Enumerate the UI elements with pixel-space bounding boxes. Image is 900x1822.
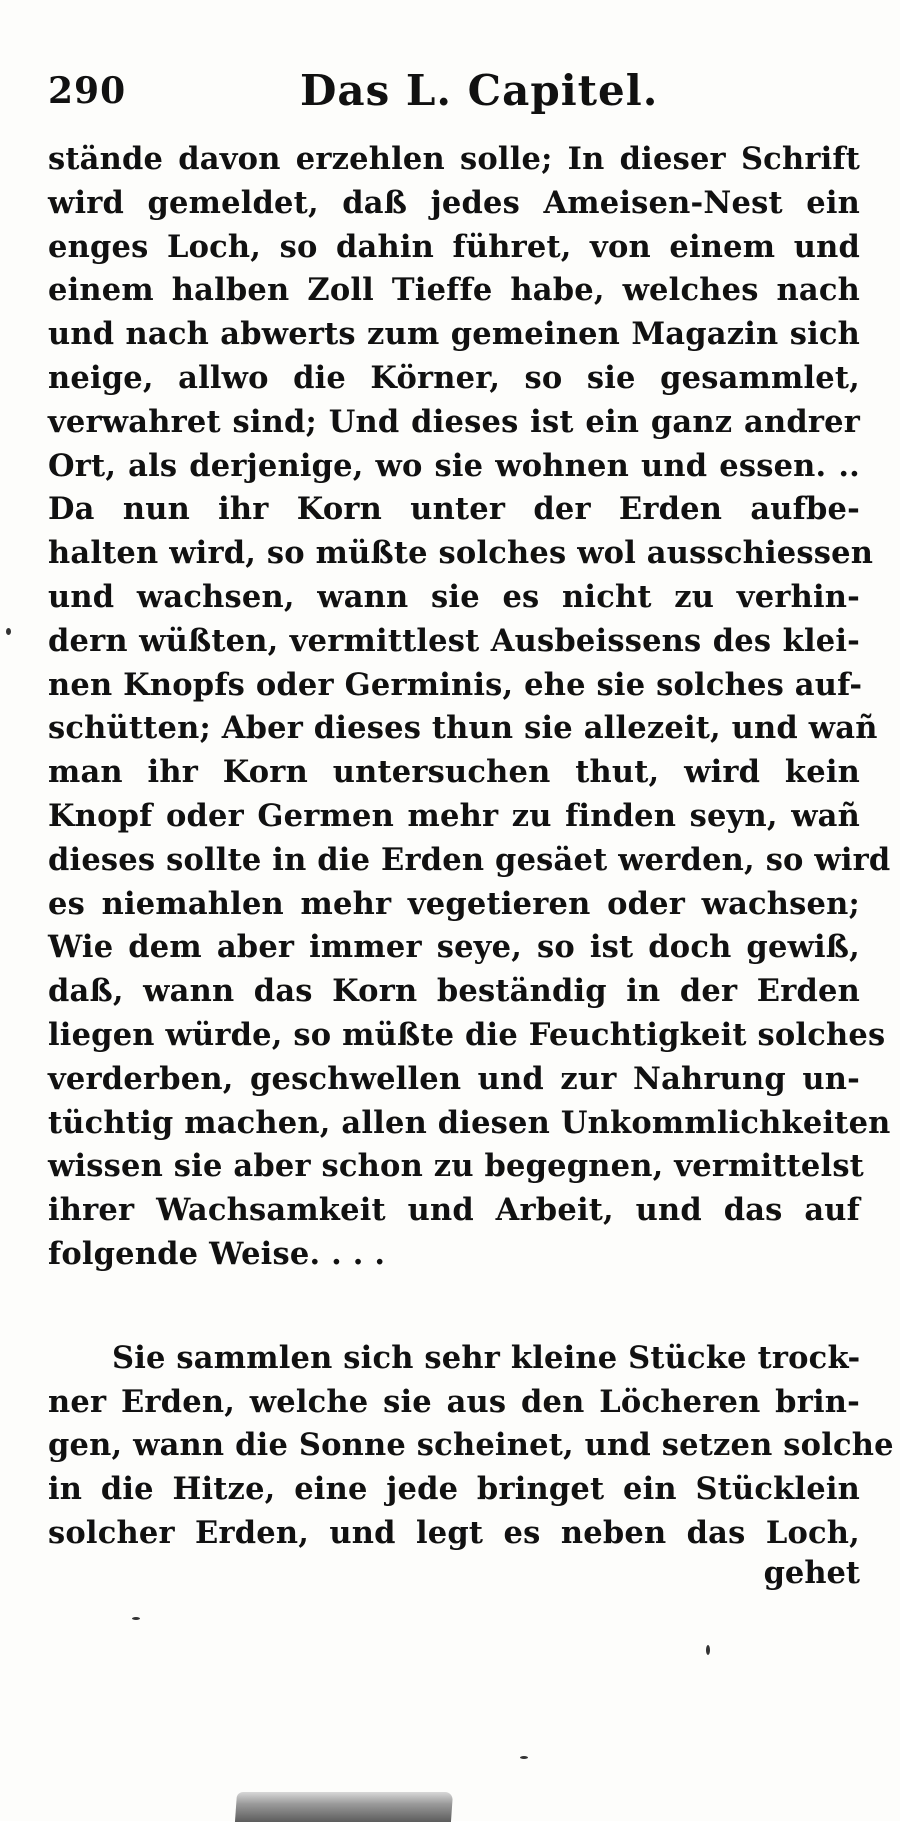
text-line: Wie dem aber immer seye, so ist doch gewiß, <box>48 929 860 966</box>
text-line: solcher Erden, und legt es neben das Loch, <box>48 1514 860 1551</box>
paragraph-gap <box>48 1277 860 1337</box>
ink-speck <box>6 628 11 635</box>
text-line: nen Knopfs oder Germinis, ehe sie solches auf- <box>48 666 863 703</box>
text-line: ihrer Wachsamkeit und Arbeit, und das auf <box>48 1192 860 1229</box>
text-line: man ihr Korn untersuchen thut, wird kein <box>48 754 860 791</box>
ink-speck <box>520 1756 528 1759</box>
body-text <box>48 138 894 1556</box>
running-head: Das L. Capitel. <box>300 66 659 115</box>
text-line: enges Loch, so dahin führet, von einem und <box>48 228 860 265</box>
text-line: es niemahlen mehr vegetieren oder wachsen; <box>48 885 860 922</box>
text-line: dern wüßten, vermittlest Ausbeissens des klei- <box>48 622 860 659</box>
text-line: daß, wann das Korn beständig in der Erden <box>48 973 860 1010</box>
text-line: verwahret sind; Und dieses ist ein ganz andrer <box>48 403 860 440</box>
text-line: und nach abwerts zum gemeinen Magazin sich <box>48 316 860 353</box>
text-line: einem halben Zoll Tieffe habe, welches nach <box>48 272 860 309</box>
text-line: Da nun ihr Korn unter der Erden aufbe- <box>48 491 860 528</box>
text-line: liegen würde, so müßte die Feuchtigkeit solches <box>48 1016 886 1053</box>
text-line: und wachsen, wann sie es nicht zu verhin- <box>48 578 860 615</box>
text-line: schütten; Aber dieses thun sie allezeit, und wañ <box>48 710 878 747</box>
text-line: ner Erden, welche sie aus den Löcheren brin- <box>48 1383 860 1420</box>
paragraph-2 <box>48 1337 894 1556</box>
catchword: gehet <box>763 1555 860 1591</box>
page-number: 290 <box>48 70 127 112</box>
text-line: neige, allwo die Körner, so sie gesammlet, <box>48 359 860 396</box>
text-line: verderben, geschwellen und zur Nahrung un- <box>48 1060 860 1097</box>
page-header <box>48 62 858 122</box>
text-line: in die Hitze, eine jede bringet ein Stücklein <box>48 1471 860 1508</box>
text-line: stände davon erzehlen solle; In dieser Schrift <box>48 141 860 177</box>
text-line: Knopf oder Germen mehr zu finden seyn, wañ <box>48 797 860 834</box>
text-line: tüchtig machen, allen diesen Unkommlichkeiten <box>48 1104 891 1141</box>
paragraph-1 <box>48 138 891 1277</box>
text-line: Ort, als derjenige, wo sie wohnen und essen. .. <box>48 447 860 484</box>
ink-speck <box>706 1645 710 1655</box>
text-line: halten wird, so müßte solches wol ausschiessen <box>48 535 874 572</box>
text-line: wissen sie aber schon zu begegnen, vermittelst <box>48 1148 864 1185</box>
text-line: Sie sammlen sich sehr kleine Stücke trock- <box>112 1339 861 1376</box>
scan-edge-mark <box>235 1792 453 1822</box>
text-line: folgende Weise. . . . <box>48 1235 386 1272</box>
text-line: gen, wann die Sonne scheinet, und setzen solche <box>48 1427 894 1464</box>
text-line: dieses sollte in die Erden gesäet werden, so wird <box>48 841 891 878</box>
text-line: wird gemeldet, daß jedes Ameisen-Nest ein <box>48 184 860 221</box>
ink-speck <box>132 1617 140 1620</box>
